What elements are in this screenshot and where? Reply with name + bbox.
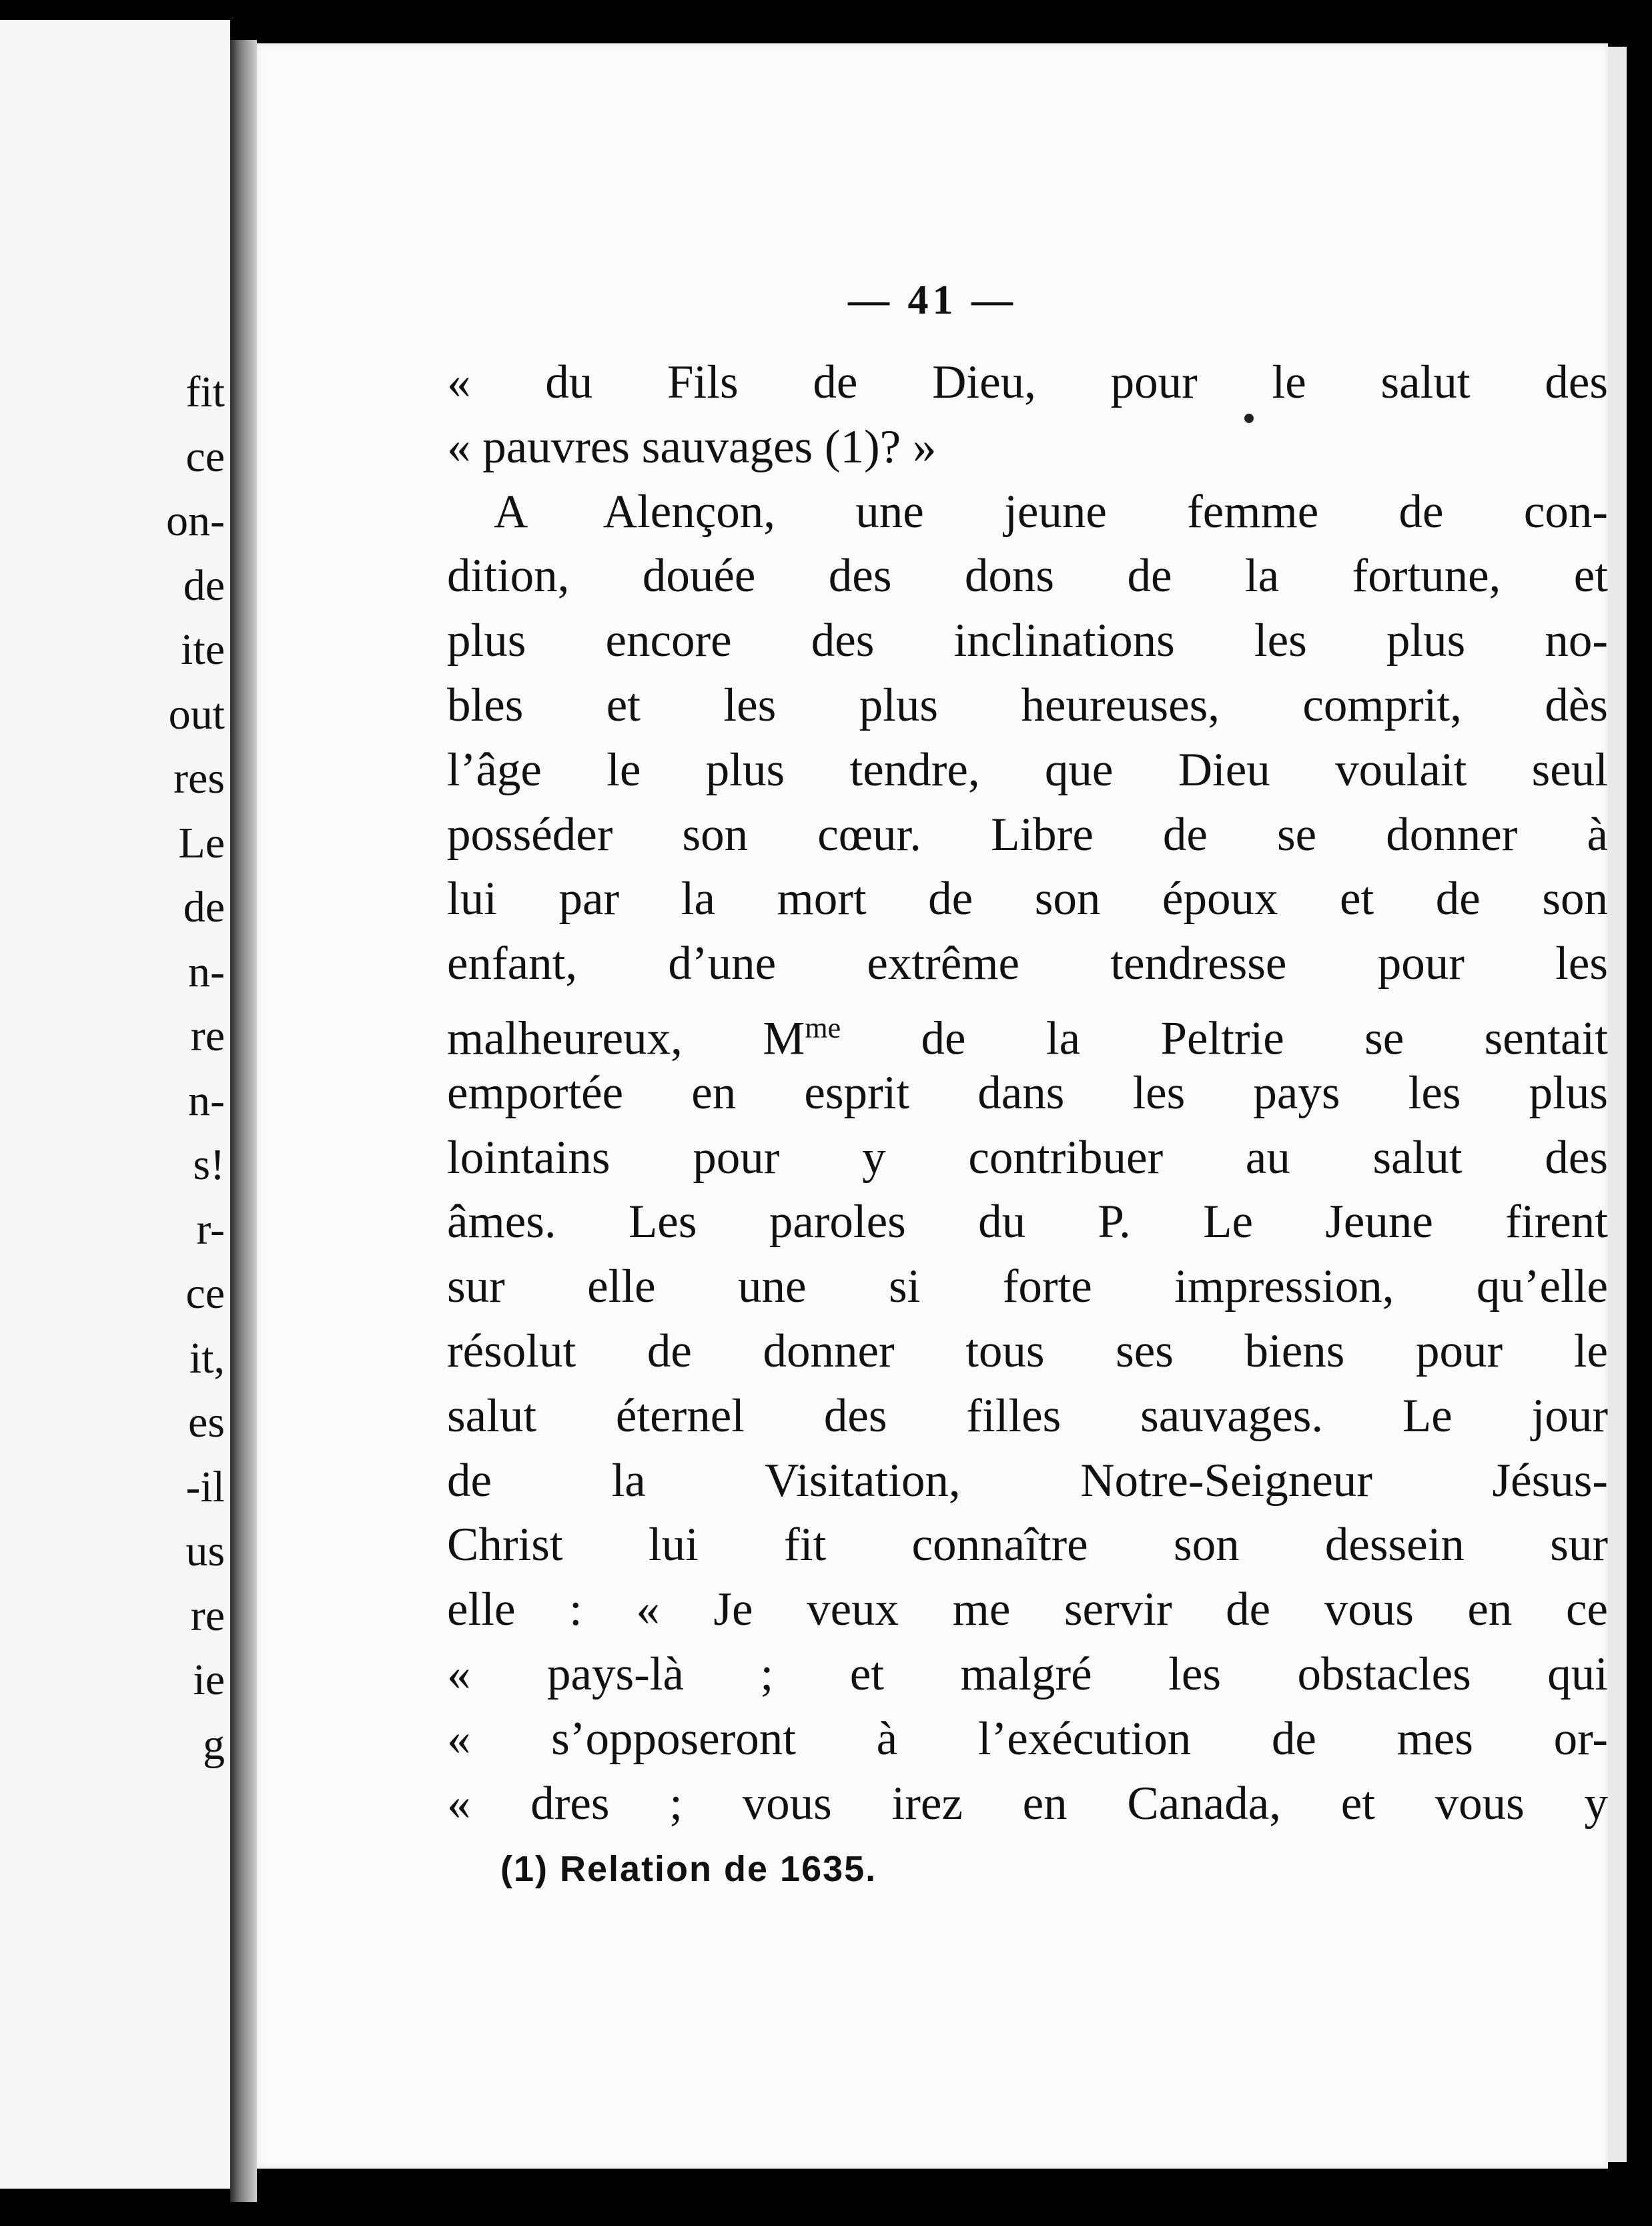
facing-page-fragment: s! bbox=[193, 1140, 225, 1189]
text-line: emportée en esprit dans les pays les plus bbox=[447, 1066, 1608, 1119]
facing-page-fragment: re bbox=[190, 1012, 225, 1060]
text-line: dition, douée des dons de la fortune, et bbox=[447, 550, 1608, 603]
facing-page-fragment: ie bbox=[193, 1655, 225, 1704]
text-line: âmes. Les paroles du P. Le Jeune firent bbox=[447, 1196, 1608, 1248]
facing-page-fragment: de bbox=[183, 561, 225, 610]
facing-page-fragment: on- bbox=[166, 496, 225, 545]
text-line: Christ lui fit connaître son dessein sur bbox=[447, 1519, 1608, 1571]
page-edge bbox=[1608, 47, 1627, 2162]
facing-page-fragment: r- bbox=[196, 1204, 225, 1254]
facing-page-fragment: out bbox=[168, 689, 225, 739]
book-page bbox=[257, 43, 1608, 2169]
facing-page-fragment: us bbox=[185, 1527, 225, 1575]
text-line: salut éternel des filles sauvages. Le jour bbox=[447, 1389, 1608, 1442]
text-line: « s’opposeront à l’exécution de mes or- bbox=[447, 1712, 1608, 1765]
facing-page bbox=[0, 20, 230, 2189]
facing-page-fragment: ce bbox=[185, 1269, 225, 1318]
facing-page-fragment: n- bbox=[188, 1076, 225, 1125]
facing-page-fragment: n- bbox=[188, 947, 225, 996]
text-line: plus encore des inclinations les plus no- bbox=[447, 615, 1608, 667]
facing-page-fragment: re bbox=[190, 1591, 225, 1640]
text-line: « pauvres sauvages (1)? » bbox=[447, 420, 937, 473]
facing-page-fragment: res bbox=[173, 754, 225, 803]
facing-page-fragment: ite bbox=[181, 625, 225, 674]
facing-page-fragment: -il bbox=[185, 1462, 225, 1511]
facing-page-fragment: Le bbox=[178, 818, 225, 867]
facing-page-fragment: ce bbox=[185, 432, 225, 481]
text-line: posséder son cœur. Libre de se donner à bbox=[447, 808, 1608, 861]
text-segment: malheureux, M bbox=[447, 1012, 805, 1065]
text-line: « dres ; vous irez en Canada, et vous y bbox=[447, 1777, 1608, 1830]
page-number: — 41 — bbox=[848, 278, 1017, 323]
text-line: lui par la mort de son époux et de son bbox=[447, 873, 1608, 925]
facing-page-fragment: fit bbox=[185, 368, 225, 416]
text-line: résolut de donner tous ses biens pour le bbox=[447, 1325, 1608, 1377]
book-gutter bbox=[230, 40, 257, 2202]
text-line: de la Visitation, Notre-Seigneur Jésus- bbox=[447, 1454, 1608, 1507]
facing-page-fragment: it, bbox=[189, 1333, 225, 1383]
text-line-peltrie bbox=[447, 996, 1608, 1065]
facing-page-fragment: de bbox=[183, 883, 225, 932]
text-line: bles et les plus heureuses, comprit, dès bbox=[447, 679, 1608, 731]
text-segment: de la Peltrie se sentait bbox=[841, 1012, 1608, 1065]
superscript-me: me bbox=[805, 1011, 841, 1044]
ink-speck bbox=[1244, 414, 1254, 423]
text-line: elle : « Je veux me servir de vous en ce bbox=[447, 1583, 1608, 1636]
facing-page-text bbox=[166, 360, 225, 1777]
text-line: enfant, d’une extrême tendresse pour les bbox=[447, 938, 1608, 990]
text-line: sur elle une si forte impression, qu’elle bbox=[447, 1260, 1608, 1313]
text-line: « pays-là ; et malgré les obstacles qui bbox=[447, 1647, 1608, 1700]
text-line: « du Fils de Dieu, pour le salut des bbox=[447, 356, 1608, 408]
body-text bbox=[447, 350, 1608, 1836]
footnote: (1) Relation de 1635. bbox=[500, 1849, 877, 1889]
facing-page-fragment: es bbox=[188, 1398, 225, 1447]
facing-page-fragment: g bbox=[203, 1720, 225, 1769]
text-line: l’âge le plus tendre, que Dieu voulait seul bbox=[447, 743, 1608, 796]
text-line: lointains pour y contribuer au salut des bbox=[447, 1131, 1608, 1184]
text-line: A Alençon, une jeune femme de con- bbox=[494, 485, 1608, 538]
